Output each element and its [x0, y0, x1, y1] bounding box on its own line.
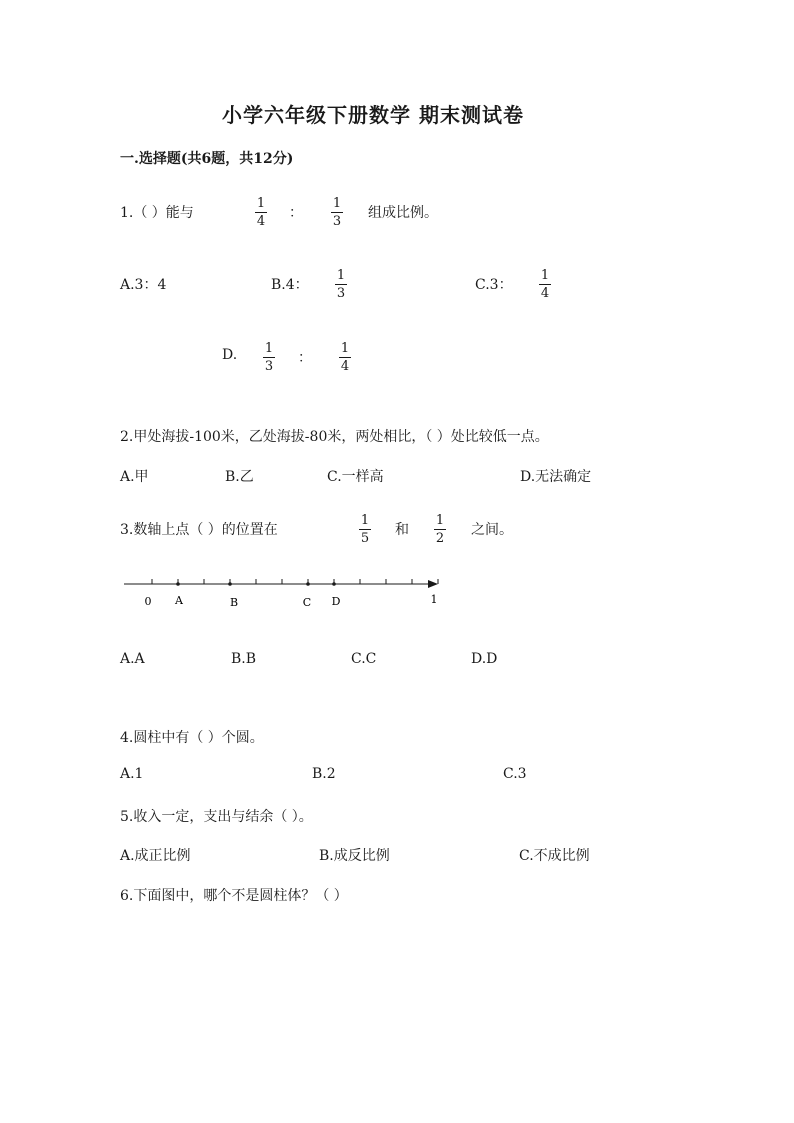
q5-option-a[interactable]: A.成正比例: [120, 848, 191, 864]
q4-option-a[interactable]: A.1: [120, 766, 144, 782]
number-line-label-1: 1: [430, 593, 438, 606]
q1-option-c[interactable]: C.3：: [475, 277, 513, 293]
q2-option-a[interactable]: A.甲: [120, 469, 149, 485]
q5-stem: 5.收入一定，支出与结余（ ）。: [120, 809, 313, 825]
q1-option-d-denominator-2: 4: [340, 359, 350, 374]
q1-option-b[interactable]: B.4：: [271, 277, 309, 293]
q2-option-d[interactable]: D.无法确定: [520, 469, 592, 485]
q1-option-d[interactable]: D.: [222, 347, 238, 363]
q1-fraction-a-denominator: 4: [256, 214, 266, 229]
q1-option-c-denominator: 4: [540, 286, 550, 301]
q1-fraction-a-numerator: 1: [256, 196, 266, 211]
number-line-label-0: 0: [144, 595, 152, 608]
q3-option-a[interactable]: A.A: [120, 651, 145, 667]
section-heading: 一.选择题(共6题，共12分): [120, 151, 294, 167]
q3-option-d[interactable]: D.D: [471, 651, 498, 667]
q3-option-b[interactable]: B.B: [231, 651, 257, 667]
q1-fraction-b-denominator: 3: [332, 214, 342, 229]
q5-option-b[interactable]: B.成反比例: [319, 848, 390, 864]
q1-option-b-numerator: 1: [336, 268, 346, 283]
q3-option-c[interactable]: C.C: [351, 651, 377, 667]
q3-fraction-b-denominator: 2: [435, 531, 445, 546]
q3-stem-start: 3.数轴上点（ ）的位置在: [120, 522, 278, 538]
q3-fraction-a: [359, 513, 371, 546]
page-title: 小学六年级下册数学 期末测试卷: [222, 103, 524, 127]
q1-option-b-denominator: 3: [336, 286, 346, 301]
q1-option-d-numerator-2: 1: [340, 341, 350, 356]
q2-stem: 2.甲处海拔-100米，乙处海拔-80米，两处相比，（ ）处比较低一点。: [120, 429, 549, 445]
q3-and: 和: [395, 522, 409, 538]
q1-option-d-numerator-1: 1: [264, 341, 274, 356]
q2-option-b[interactable]: B.乙: [225, 469, 254, 485]
q2-option-c[interactable]: C.一样高: [327, 469, 384, 485]
number-line-point: [176, 582, 180, 586]
q3-stem-end: 之间。: [471, 522, 513, 538]
number-line-label-a: A: [175, 594, 183, 607]
number-line-point: [332, 582, 336, 586]
q1-option-c-fraction: [539, 268, 551, 301]
q3-fraction-a-denominator: 5: [360, 531, 370, 546]
q3-fraction-a-numerator: 1: [360, 513, 370, 528]
number-line: [118, 568, 448, 614]
q1-fraction-b: [331, 196, 343, 229]
q1-option-d-denominator-1: 3: [264, 359, 274, 374]
number-line-arrow: [428, 580, 438, 588]
q4-option-b[interactable]: B.2: [312, 766, 336, 782]
q4-option-c[interactable]: C.3: [503, 766, 527, 782]
q1-option-b-fraction: [335, 268, 347, 301]
number-line-label-c: C: [302, 596, 312, 609]
q1-colon: ：: [289, 205, 303, 221]
number-line-label-b: B: [229, 596, 239, 609]
q1-stem-start: 1.（ ）能与: [120, 205, 194, 221]
q1-option-a[interactable]: A.3：4: [120, 277, 167, 293]
q5-option-c[interactable]: C.不成比例: [519, 848, 590, 864]
q3-fraction-b: [434, 513, 446, 546]
q1-stem-end: 组成比例。: [368, 205, 438, 221]
q1-option-d-colon: ：: [298, 350, 312, 366]
q6-stem: 6.下面图中，哪个不是圆柱体？（ ）: [120, 888, 348, 904]
q1-option-d-fraction-1: [263, 341, 275, 374]
q3-fraction-b-numerator: 1: [435, 513, 445, 528]
q1-fraction-b-numerator: 1: [332, 196, 342, 211]
number-line-point: [228, 582, 232, 586]
q4-stem: 4.圆柱中有（ ）个圆。: [120, 730, 264, 746]
q1-option-c-numerator: 1: [540, 268, 550, 283]
number-line-point: [306, 582, 310, 586]
number-line-label-d: D: [331, 595, 341, 608]
q1-option-d-fraction-2: [339, 341, 351, 374]
q1-fraction-a: [255, 196, 267, 229]
